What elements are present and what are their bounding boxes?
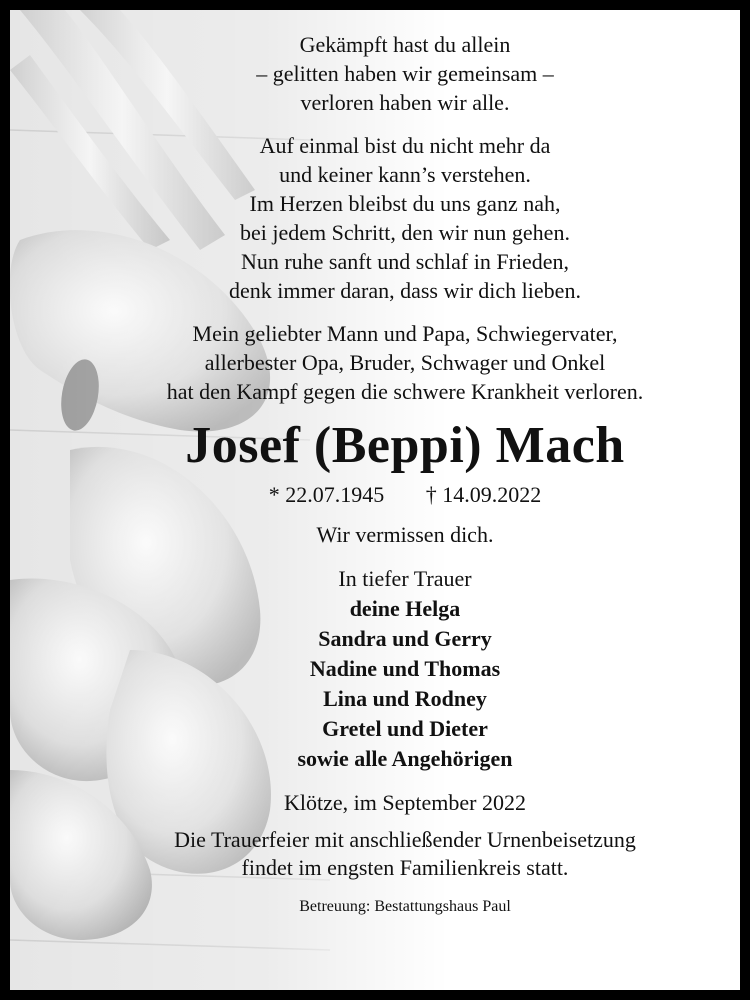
- poem-line: Im Herzen bleibst du uns ganz nah,: [249, 191, 561, 216]
- intro-line: allerbester Opa, Bruder, Schwager und Onkel: [204, 350, 606, 375]
- poem-stanza-2: [70, 131, 740, 305]
- intro-text: [70, 319, 740, 406]
- poem-line: Nun ruhe sanft und schlaf in Frieden,: [240, 249, 570, 274]
- deceased-name: Josef (Beppi) Mach: [185, 417, 625, 474]
- life-dates: [70, 480, 740, 510]
- notice-text: [70, 30, 740, 918]
- intro-line: Mein geliebter Mann und Papa, Schwiegervater,: [192, 321, 618, 346]
- mourners-intro: In tiefer Trauer: [338, 566, 472, 591]
- poem-line: bei jedem Schritt, den wir nun gehen.: [240, 220, 570, 245]
- poem-line: denk immer daran, dass wir dich lieben.: [229, 278, 581, 303]
- mourner-name: deine Helga: [349, 596, 461, 621]
- miss-text: Wir vermissen dich.: [316, 522, 494, 547]
- mourners: [70, 564, 740, 774]
- poem-line: – gelitten haben wir gemeinsam –: [256, 61, 554, 86]
- poem-line: verloren haben wir alle.: [300, 90, 510, 115]
- intro-line: hat den Kampf gegen die schwere Krankheit verloren.: [166, 379, 644, 404]
- birth-date: * 22.07.1945: [268, 482, 385, 507]
- mourner-name: Lina und Rodney: [323, 686, 487, 711]
- funeral-line: Die Trauerfeier mit anschließender Urnenbeisetzung: [174, 827, 636, 852]
- mourner-name: Nadine und Thomas: [309, 656, 501, 681]
- mourner-name: sowie alle Angehörigen: [297, 746, 513, 771]
- poem-line: Gekämpft hast du allein: [299, 32, 511, 57]
- poem-line: Auf einmal bist du nicht mehr da: [259, 133, 551, 158]
- poem-stanza-1: [70, 30, 740, 117]
- mourner-name: Gretel und Dieter: [322, 716, 488, 741]
- funeral-home-credit: Betreuung: Bestattungshaus Paul: [299, 898, 511, 915]
- poem-line: und keiner kann’s verstehen.: [279, 162, 531, 187]
- place-date: Klötze, im September 2022: [284, 790, 526, 815]
- funeral-info: [70, 826, 740, 882]
- mourner-name: Sandra und Gerry: [318, 626, 492, 651]
- funeral-line: findet im engsten Familienkreis statt.: [241, 855, 569, 880]
- death-date: † 14.09.2022: [425, 482, 542, 507]
